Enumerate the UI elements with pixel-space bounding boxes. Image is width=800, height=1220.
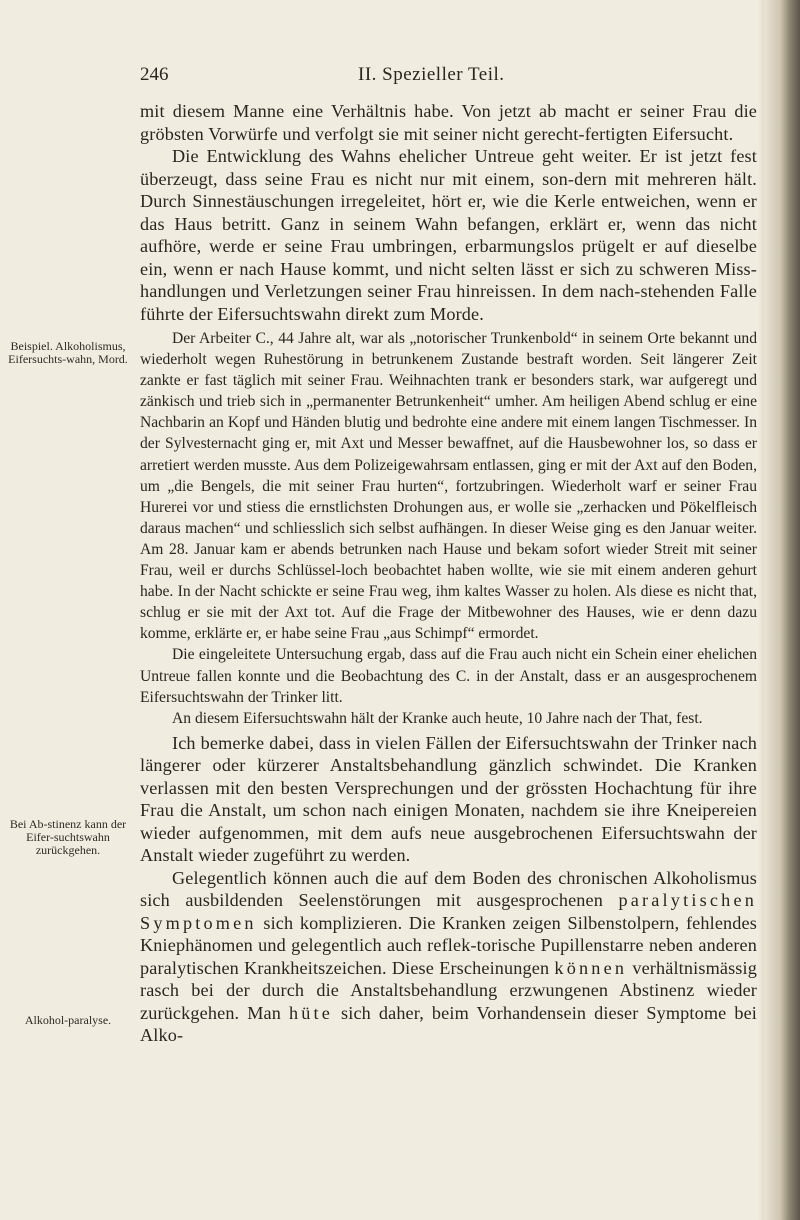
running-header xyxy=(130,64,750,90)
emphasis-koennen: können xyxy=(554,957,628,978)
margin-note-abstinence: Bei Ab-stinenz kann der Eifer-suchtswahn zurückgehen. xyxy=(9,817,127,857)
margin-note-paralysis: Alkohol-paralyse. xyxy=(24,1013,112,1027)
case-investigation: Die eingeleitete Untersuchung ergab, dass auf die Frau auch nicht ein Schein einer ehelichen Untreue fallen konnte und die Beobachtung des C. in der Anstalt, dass er an ausgesprochenem Eifersuchtswahn der Trinker litt. xyxy=(140,646,757,706)
running-title: II. Spezieller Teil. xyxy=(358,64,505,85)
text-body xyxy=(140,100,757,1047)
emphasis-paralytic-symptoms: paralytischen Symptomen xyxy=(140,890,758,933)
page-number: 246 xyxy=(140,64,169,85)
emphasis-huete: hüte xyxy=(288,1002,334,1023)
paragraph-2: Die Entwicklung des Wahns ehelicher Untreue geht weiter. Er ist jetzt fest überzeugt, dass seine Frau es nicht nur mit einem, son-dern mit mehreren hält. Durch Sinnestäuschungen irregeleitet, hört er, wie die Kerle entweichen, wenn er das Haus betritt. Ganz in seinem Wahn befangen, erklärt er, wenn das nicht aufhöre, werde er seine Frau umbringen, erbarmungslos prügelt er auf dieselbe ein, wenn er nach Hause kommt, und nicht selten lässt er sich zu schweren Miss-handlungen und Verletzungen seiner Frau hinreissen. In dem nach-stehenden Falle führte der Eifersuchtswahn direkt zum Morde. xyxy=(140,146,757,324)
paragraph-1: mit diesem Manne eine Verhältnis habe. Von jetzt ab macht er seiner Frau die gröbsten Vorwürfe und verfolgt sie mit seiner nicht gerecht-fertigten Eifersucht. xyxy=(140,101,757,144)
paragraph-paralysis: Gelegentlich können auch die auf dem Boden des chronischen Alkoholismus sich ausbildenden Seelenstörungen mit ausgesprochenen paralytischen Symptomen sich komplizieren. Die Kranken zeigen Silbenstolpern, fehlendes Kniephänomen und gelegentlich auch reflek-torische Pupillenstarre neben anderen paralytischen Krankheitszeichen. Diese Erscheinungen können verhältnismässig rasch bei der durch die Anstaltsbehandlung erzwungenen Abstinenz wieder zurückgehen. Man hüte sich daher, beim Vorhandensein dieser Symptome bei Alko- xyxy=(140,867,758,1046)
case-report: Der Arbeiter C., 44 Jahre alt, war als „notorischer Trunkenbold“ in seinem Orte bekannt und wiederholt wegen Ruhestörung in betrunkenem Zustande bestraft worden. Seit längerer Zeit zankte er fast täglich mit seiner Frau. Weihnachten trank er besonders stark, war aufgeregt und zänkisch und trieb sich in „permanenter Betrunkenheit“ umher. Am heiligen Abend schlug er eine Nachbarin an Kopf und Händen blutig und bedrohte eine andere mit einem langen Tischmesser. In der Sylvesternacht ging er, mit Axt und Messer bewaffnet, auf die Hausbewohner los, so dass er arretiert werden musste. Aus dem Polizeigewahrsam entlassen, ging er mit der Axt auf den Boden, um „die Bengels, die mit seiner Frau hurten“, fortzubringen. Wiederholt warf er seiner Frau Hurerei vor und stiess die ernstlichsten Drohungen aus, er wolle sie „zerhacken und Pökelfleisch daraus machen“ und schliesslich sich selbst aufhängen. In dieser Weise ging es den Januar weiter. Am 28. Januar kam er abends betrunken nach Hause und bekam sofort wieder Streit mit seiner Frau, weil er durchs Schlüssel-loch beobachtet haben wollte, wie sie mit einem anderen gehurt habe. In der Nacht schickte er seine Frau weg, ihm kaltes Wasser zu holen. Als diese es nicht that, schlug er sie mit der Axt tot. Auf die Frage der Mitbewohner des Hauses, wie er denn dazu komme, erklärte er, er habe seine Frau „aus Schimpf“ ermordet. xyxy=(140,330,757,643)
case-followup: An diesem Eifersuchtswahn hält der Kranke auch heute, 10 Jahre nach der That, fest. xyxy=(172,709,703,727)
page-edge xyxy=(764,0,800,1220)
paragraph-abstinence: Ich bemerke dabei, dass in vielen Fällen der Eifersuchtswahn der Trinker nach längerer oder kürzerer Anstaltsbehandlung gänzlich schwindet. Die Kranken verlassen mit den besten Versprechungen und der grössten Hochachtung für ihre Frau die Anstalt, um schon nach einigen Monaten, nachdem sie ihre Kneipereien wieder aufgenommen, mit dem aufs neue ausgebrochenen Eifersuchtswahn der Anstalt wieder zugeführt zu werden. xyxy=(140,732,757,866)
margin-note-example: Beispiel. Alkoholismus, Eifersuchts-wahn, Mord. xyxy=(8,339,128,366)
